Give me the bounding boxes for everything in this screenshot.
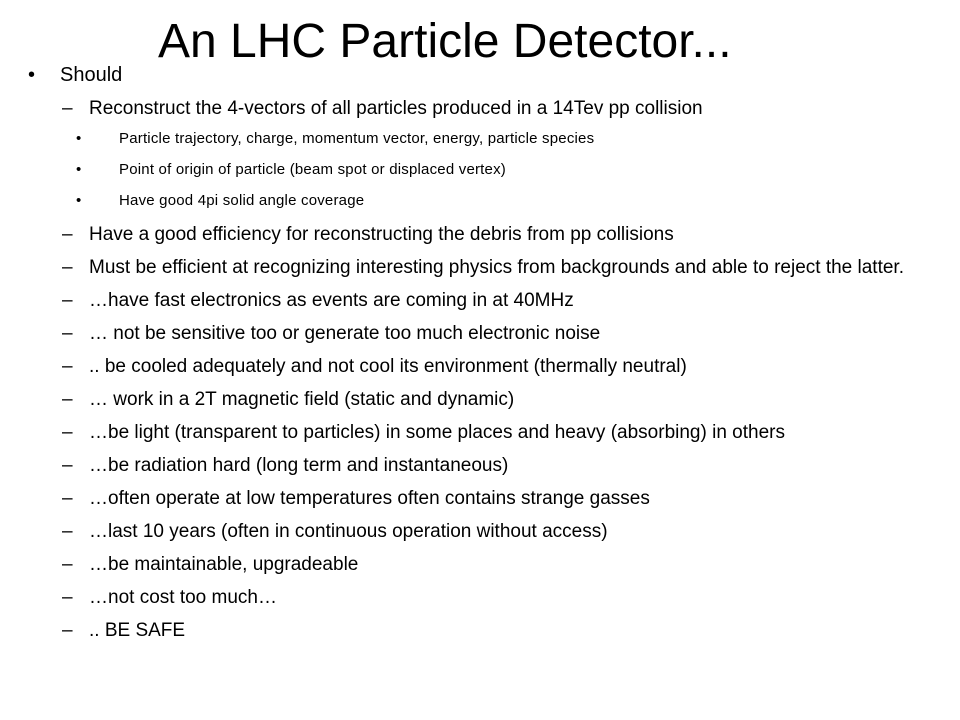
dash-marker: – xyxy=(62,389,73,410)
item-text: Reconstruct the 4-vectors of all particles produced in a 14Tev pp collision xyxy=(89,98,703,119)
dash-marker: – xyxy=(62,488,73,509)
dash-item xyxy=(0,222,960,248)
item-text: Must be efficient at recognizing interesting physics from backgrounds and able to reject the latter. xyxy=(89,257,904,278)
item-text: Point of origin of particle (beam spot or displaced vertex) xyxy=(119,161,506,178)
item-text: .. BE SAFE xyxy=(89,620,186,641)
dash-item xyxy=(0,420,960,446)
slide-title: An LHC Particle Detector... xyxy=(158,15,732,68)
item-text: … work in a 2T magnetic field (static and dynamic) xyxy=(89,389,515,410)
dash-item xyxy=(0,321,960,347)
dash-item xyxy=(0,387,960,413)
dash-item xyxy=(0,585,960,611)
item-text: Particle trajectory, charge, momentum vector, energy, particle species xyxy=(119,130,595,147)
dash-marker: – xyxy=(62,422,73,443)
item-text: Have a good efficiency for reconstructing the debris from pp collisions xyxy=(89,224,674,245)
item-text: Have good 4pi solid angle coverage xyxy=(119,192,365,209)
dash-marker: – xyxy=(62,554,73,575)
dash-item xyxy=(0,255,960,281)
dash-item xyxy=(0,453,960,479)
item-text: …last 10 years (often in continuous operation without access) xyxy=(89,521,608,542)
bullet-marker: • xyxy=(28,64,36,86)
sub-bullet-item xyxy=(0,129,960,149)
dash-marker: – xyxy=(62,224,73,245)
dash-item xyxy=(0,288,960,314)
dash-item xyxy=(0,354,960,380)
item-text: … not be sensitive too or generate too much electronic noise xyxy=(89,323,601,344)
dash-marker: – xyxy=(62,455,73,476)
dash-marker: – xyxy=(62,323,73,344)
item-text: …be maintainable, upgradeable xyxy=(89,554,359,575)
item-text: …not cost too much… xyxy=(89,587,277,608)
sub-bullet-item xyxy=(0,160,960,180)
dash-item xyxy=(0,486,960,512)
dash-marker: – xyxy=(62,257,73,278)
dash-marker: – xyxy=(62,587,73,608)
dash-marker: – xyxy=(62,290,73,311)
bullet-marker: • xyxy=(76,130,82,147)
dash-item xyxy=(0,552,960,578)
bullet-marker: • xyxy=(76,192,82,209)
dash-item xyxy=(0,96,960,122)
item-text: …often operate at low temperatures often contains strange gasses xyxy=(89,488,650,509)
dash-marker: – xyxy=(62,98,73,119)
dash-item xyxy=(0,519,960,545)
sub-bullet-item xyxy=(0,191,960,211)
top-level-bullet-text: Should xyxy=(60,64,123,86)
dash-marker: – xyxy=(62,521,73,542)
bullet-marker: • xyxy=(76,161,82,178)
item-text: …have fast electronics as events are coming in at 40MHz xyxy=(89,290,574,311)
dash-marker: – xyxy=(62,356,73,377)
requirements-list xyxy=(0,96,960,651)
dash-marker: – xyxy=(62,620,73,641)
item-text: …be light (transparent to particles) in some places and heavy (absorbing) in others xyxy=(89,422,785,443)
item-text: …be radiation hard (long term and instantaneous) xyxy=(89,455,509,476)
dash-item xyxy=(0,618,960,644)
item-text: .. be cooled adequately and not cool its environment (thermally neutral) xyxy=(89,356,687,377)
